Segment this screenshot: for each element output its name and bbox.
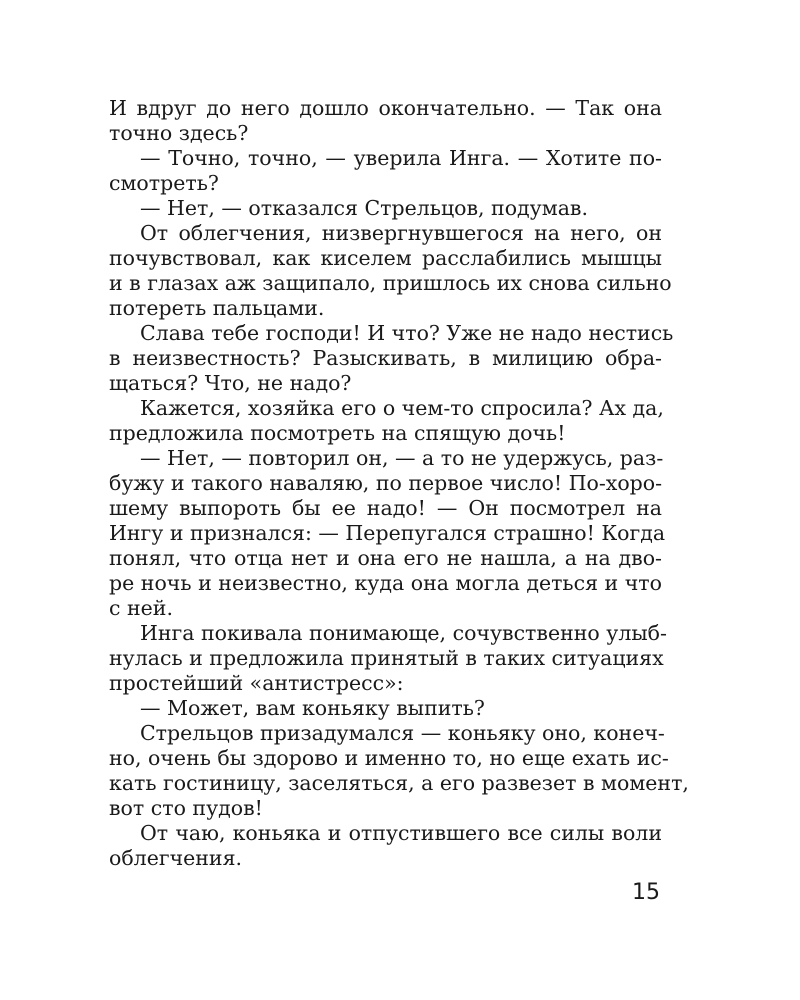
- text-line: Стрельцов призадумался — коньяку оно, конеч-: [140, 721, 665, 745]
- text-line: щаться? Что, не надо?: [109, 371, 352, 395]
- text-line: От облегчения, низвергнувшегося на него, он: [140, 221, 662, 245]
- text-line: и в глазах аж защипало, пришлось их снова сильно: [109, 271, 672, 295]
- text-line: понял, что отца нет и она его не нашла, а на дво-: [109, 546, 662, 570]
- text-line: — Нет, — отказался Стрельцов, подумав.: [140, 196, 588, 220]
- text-line: в неизвестность? Разыскивать, в милицию обра-: [109, 346, 662, 370]
- text-line: — Нет, — повторил он, — а то не удержусь, раз-: [140, 446, 664, 470]
- text-line: бужу и такого наваляю, по первое число! По-хоро-: [109, 471, 663, 495]
- text-line: — Может, вам коньяку выпить?: [140, 696, 485, 720]
- text-line: шему выпороть бы ее надо! — Он посмотрел на: [109, 496, 662, 520]
- text-line: с ней.: [109, 596, 173, 620]
- text-line: потереть пальцами.: [109, 296, 325, 320]
- text-line: Ингу и признался: — Перепугался страшно! Когда: [109, 521, 666, 545]
- text-line: смотреть?: [109, 171, 219, 195]
- text-line: простейший «антистресс»:: [109, 671, 404, 695]
- text-line: предложила посмотреть на спящую дочь!: [109, 421, 566, 445]
- text-line: ре ночь и неизвестно, куда она могла деться и что: [109, 571, 662, 595]
- page-number: 15: [632, 880, 660, 905]
- text-line: И вдруг до него дошло окончательно. — Так она: [109, 96, 662, 120]
- text-line: — Точно, точно, — уверила Инга. — Хотите по-: [140, 146, 662, 170]
- text-line: От чаю, коньяка и отпустившего все силы воли: [140, 821, 662, 845]
- text-line: Кажется, хозяйка его о чем-то спросила? Ах да,: [140, 396, 664, 420]
- text-line: кать гостиницу, заселяться, а его развезет в момент,: [109, 771, 689, 795]
- text-line: но, очень бы здорово и именно то, но еще ехать ис-: [109, 746, 669, 770]
- text-line: Слава тебе господи! И что? Уже не надо нестись: [140, 321, 674, 345]
- text-line: Инга покивала понимающе, сочувственно улыб-: [140, 621, 667, 645]
- text-line: точно здесь?: [109, 121, 249, 145]
- text-line: вот сто пудов!: [109, 796, 263, 820]
- text-line: нулась и предложила принятый в таких ситуациях: [109, 646, 664, 670]
- body-text: [109, 96, 689, 871]
- text-line: облегчения.: [109, 846, 243, 870]
- text-line: почувствовал, как киселем расслабились мышцы: [109, 246, 662, 270]
